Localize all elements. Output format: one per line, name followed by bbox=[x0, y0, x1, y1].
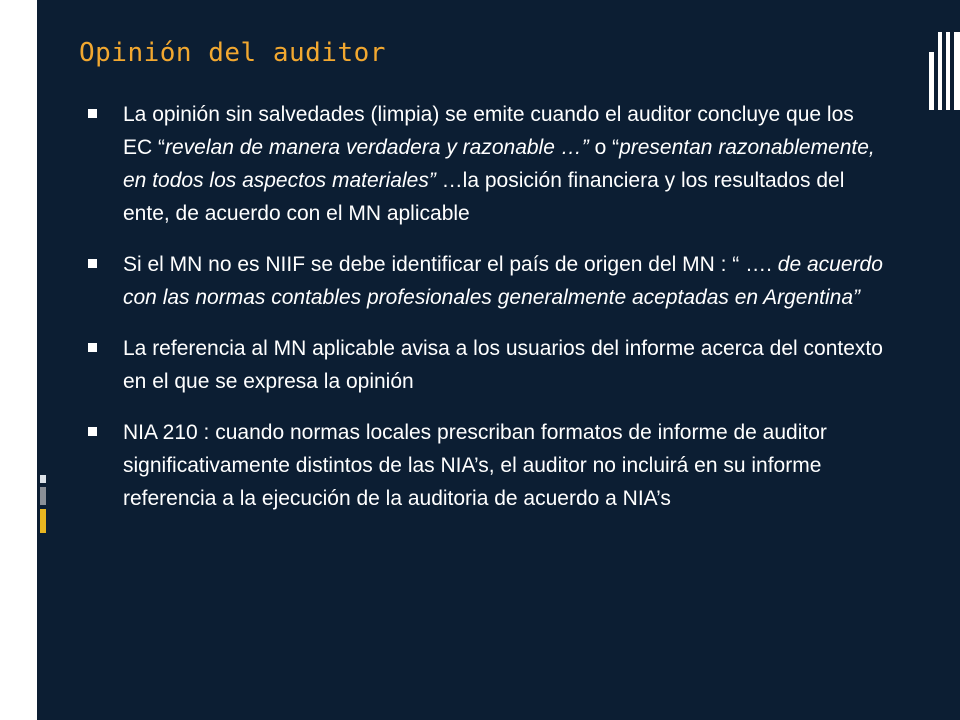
italic-quote: revelan de manera verdadera y razonable …” bbox=[165, 136, 589, 159]
square-bullet-icon bbox=[88, 427, 97, 436]
left-margin bbox=[0, 0, 37, 720]
square-bullet-icon bbox=[88, 109, 97, 118]
text-segment: o “ bbox=[588, 136, 620, 159]
accent-bar-white bbox=[40, 475, 46, 483]
bullet-item bbox=[88, 98, 888, 230]
deco-line-4 bbox=[929, 52, 934, 110]
deco-line-3 bbox=[954, 32, 960, 110]
deco-line-1 bbox=[938, 32, 942, 110]
bullet-item bbox=[88, 332, 888, 398]
bullet-text bbox=[123, 337, 883, 393]
bullet-item bbox=[88, 248, 888, 314]
text-segment: La opinión sin salvedades (limpia) se emite cuando el auditor concluye que los EC “ bbox=[123, 103, 854, 159]
text-segment: Si el MN no es NIIF se debe identificar el país de origen del MN : “ …. bbox=[123, 253, 778, 276]
square-bullet-icon bbox=[88, 259, 97, 268]
bullet-list bbox=[88, 98, 888, 533]
text-segment: NIA 210 : cuando normas locales prescriban formatos de informe de auditor significativamente distintos de las NIA’s, el auditor no incluirá en su informe referencia a la ejecución de la auditoria de acuerdo a NIA’s bbox=[123, 421, 827, 510]
bullet-item bbox=[88, 416, 888, 515]
deco-line-2 bbox=[946, 32, 950, 110]
bullet-text bbox=[123, 421, 827, 510]
italic-quote: de acuerdo con las normas contables profesionales generalmente aceptadas en Argentina” bbox=[123, 253, 883, 309]
italic-quote: presentan razonablemente, en todos los aspectos materiales” bbox=[123, 136, 875, 192]
bullet-text bbox=[123, 103, 875, 225]
square-bullet-icon bbox=[88, 343, 97, 352]
text-segment: La referencia al MN aplicable avisa a los usuarios del informe acerca del contexto en el que se expresa la opinión bbox=[123, 337, 883, 393]
text-segment: …la posición financiera y los resultados del ente, de acuerdo con el MN aplicable bbox=[123, 169, 845, 225]
bullet-text bbox=[123, 253, 883, 309]
accent-bar-yellow bbox=[40, 509, 46, 533]
accent-bar-gray bbox=[40, 487, 46, 505]
slide-title: Opinión del auditor bbox=[79, 38, 386, 68]
